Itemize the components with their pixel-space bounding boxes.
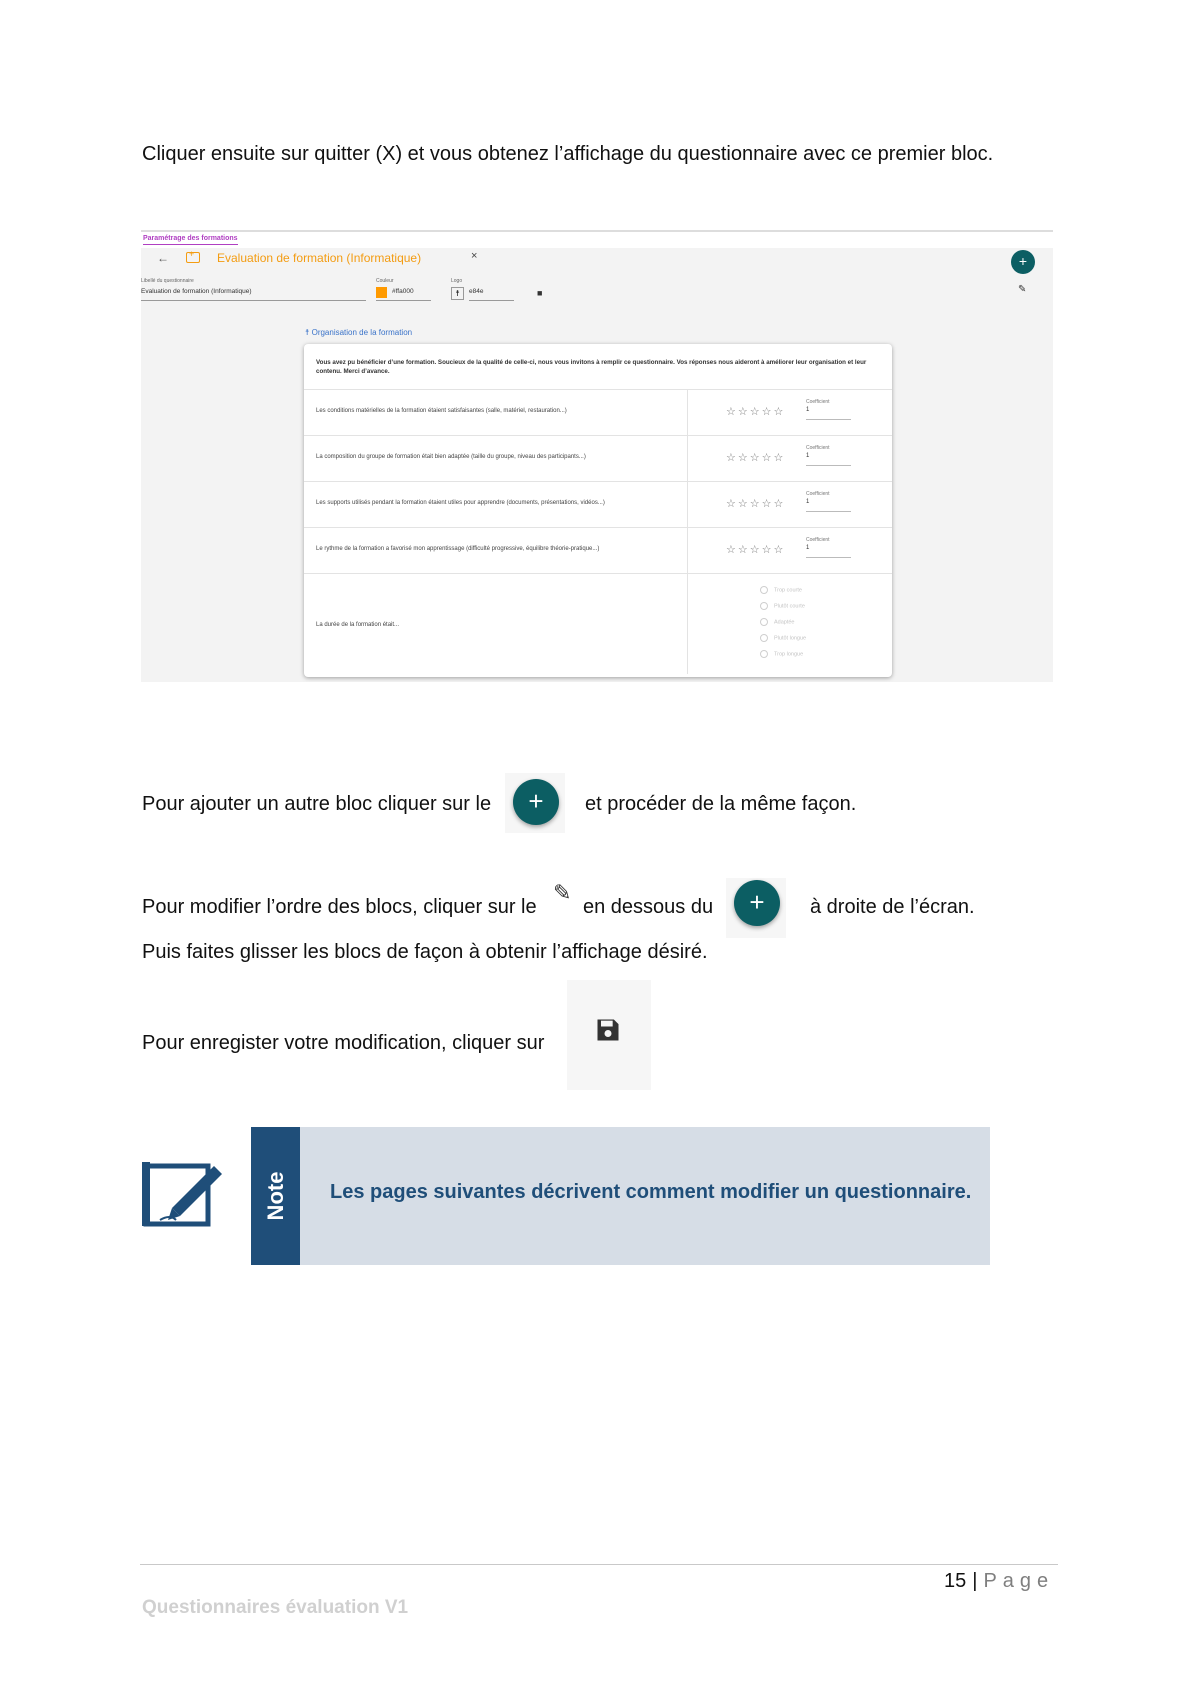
radio-option[interactable]: Plutôt longue [760, 634, 806, 642]
paragraph-save: Pour enregister votre modification, cliquer sur [142, 1032, 545, 1054]
coef-underline [806, 511, 851, 512]
logo-preview-icon[interactable]: ☨ [451, 287, 464, 300]
back-arrow-icon[interactable]: ← [157, 251, 169, 265]
coef-underline [806, 557, 851, 558]
question-text: Les conditions matérielles de la formation étaient satisfaisantes (salle, matériel, restauration...) [316, 408, 567, 414]
tab-bar [141, 232, 1053, 248]
add-screen-icon [186, 252, 200, 263]
star-rating[interactable]: ☆☆☆☆☆ [726, 406, 786, 418]
note-text: Les pages suivantes décrivent comment modifier un questionnaire. [330, 1181, 972, 1203]
note-label: Note [262, 1171, 288, 1221]
page-number-value: 15 [944, 1570, 967, 1592]
coef-label: Coefficient [806, 491, 830, 497]
couleur-underline [376, 300, 431, 301]
libelle-input[interactable]: Evaluation de formation (Informatique) [141, 288, 252, 295]
paragraph-reorder-end: à droite de l’écran. [810, 896, 975, 918]
questionnaire-title: Evaluation de formation (Informatique) [217, 251, 422, 265]
radio-option[interactable]: Plutôt courte [760, 602, 805, 610]
column-divider [687, 436, 688, 481]
page-word: Page [983, 1570, 1055, 1592]
column-divider [687, 482, 688, 527]
question-text: Le rythme de la formation a favorisé mon apprentissage (difficulté progressive, équilibre théorie-pratique...) [316, 546, 600, 552]
close-button[interactable]: × [471, 250, 478, 262]
save-image [567, 980, 651, 1090]
coef-input[interactable]: 1 [806, 453, 810, 459]
logo-underline [469, 300, 514, 301]
add-plus-icon: + [734, 880, 780, 926]
libelle-underline [141, 300, 366, 301]
coef-input[interactable]: 1 [806, 407, 810, 413]
footer-doc-title: Questionnaires évaluation V1 [142, 1597, 409, 1618]
question-row [304, 482, 892, 528]
note-label-bar [251, 1127, 300, 1265]
paragraph-reorder: Pour modifier l’ordre des blocs, cliquer sur le [142, 896, 537, 918]
star-rating[interactable]: ☆☆☆☆☆ [726, 544, 786, 556]
column-divider [687, 390, 688, 435]
question-block-card[interactable] [304, 344, 892, 677]
fab-image [505, 773, 565, 833]
page-number [944, 1570, 1054, 1593]
question-row [304, 390, 892, 436]
section-title [305, 328, 412, 337]
column-divider [687, 528, 688, 573]
pencil-icon[interactable]: ✎ [1018, 284, 1027, 295]
tab-parametrage[interactable]: Paramétrage des formations [143, 235, 238, 245]
coef-label: Coefficient [806, 537, 830, 543]
couleur-input[interactable]: #ffa000 [392, 288, 414, 295]
paragraph-quit: Cliquer ensuite sur quitter (X) et vous obtenez l’affichage du questionnaire avec ce premier bloc. [142, 143, 994, 165]
floppy-disk-icon [594, 1016, 622, 1044]
column-divider [687, 574, 688, 674]
section-icon: ☨ [305, 328, 310, 337]
footer-divider [140, 1564, 1058, 1565]
add-block-button[interactable]: + [1011, 250, 1035, 274]
add-plus-icon: + [513, 779, 559, 825]
fab-image [726, 878, 786, 938]
note-pencil-icon [142, 1160, 228, 1230]
coef-input[interactable]: 1 [806, 499, 810, 505]
couleur-label: Couleur [376, 278, 394, 284]
page-separator: | [972, 1570, 978, 1592]
coef-label: Coefficient [806, 445, 830, 451]
paragraph-add-block: Pour ajouter un autre bloc cliquer sur le [142, 793, 492, 815]
logo-label: Logo [451, 278, 463, 284]
coef-input[interactable]: 1 [806, 545, 810, 551]
question-row-duration [304, 574, 892, 674]
star-rating[interactable]: ☆☆☆☆☆ [726, 452, 786, 464]
radio-option[interactable]: Adaptée [760, 618, 795, 626]
libelle-label: Libellé du questionnaire [141, 278, 194, 284]
question-row [304, 436, 892, 482]
pencil-icon: ✎ [553, 880, 572, 905]
coef-underline [806, 419, 851, 420]
coef-label: Coefficient [806, 399, 830, 405]
paragraph-add-block-end: et procéder de la même façon. [585, 793, 857, 815]
question-text: Les supports utilisés pendant la formation étaient utiles pour apprendre (documents, présentations, vidéos...) [316, 500, 605, 506]
question-text: La durée de la formation était... [316, 622, 400, 628]
paragraph-drag: Puis faites glisser les blocs de façon à obtenir l’affichage désiré. [142, 941, 708, 963]
radio-option[interactable]: Trop courte [760, 586, 802, 594]
coef-underline [806, 465, 851, 466]
save-icon[interactable]: ■ [537, 288, 543, 298]
question-row [304, 528, 892, 574]
block-intro: Vous avez pu bénéficier d’une formation. Soucieux de la qualité de celle-ci, nous vous invitons à remplir ce questionnaire. Vos réponses nous aideront à améliorer leur organisation et leur contenu. Merci d’avance. [304, 344, 892, 390]
star-rating[interactable]: ☆☆☆☆☆ [726, 498, 786, 510]
form-header [141, 248, 1053, 318]
color-swatch[interactable] [376, 287, 387, 298]
section-label: Organisation de la formation [311, 328, 413, 337]
logo-input[interactable]: e84e [469, 288, 484, 295]
paragraph-reorder-mid: en dessous du [583, 896, 714, 918]
question-text: La composition du groupe de formation était bien adaptée (taille du groupe, niveau des participants...) [316, 454, 586, 460]
note-body [300, 1127, 990, 1265]
radio-option[interactable]: Trop longue [760, 650, 803, 658]
embedded-screenshot [141, 230, 1053, 682]
